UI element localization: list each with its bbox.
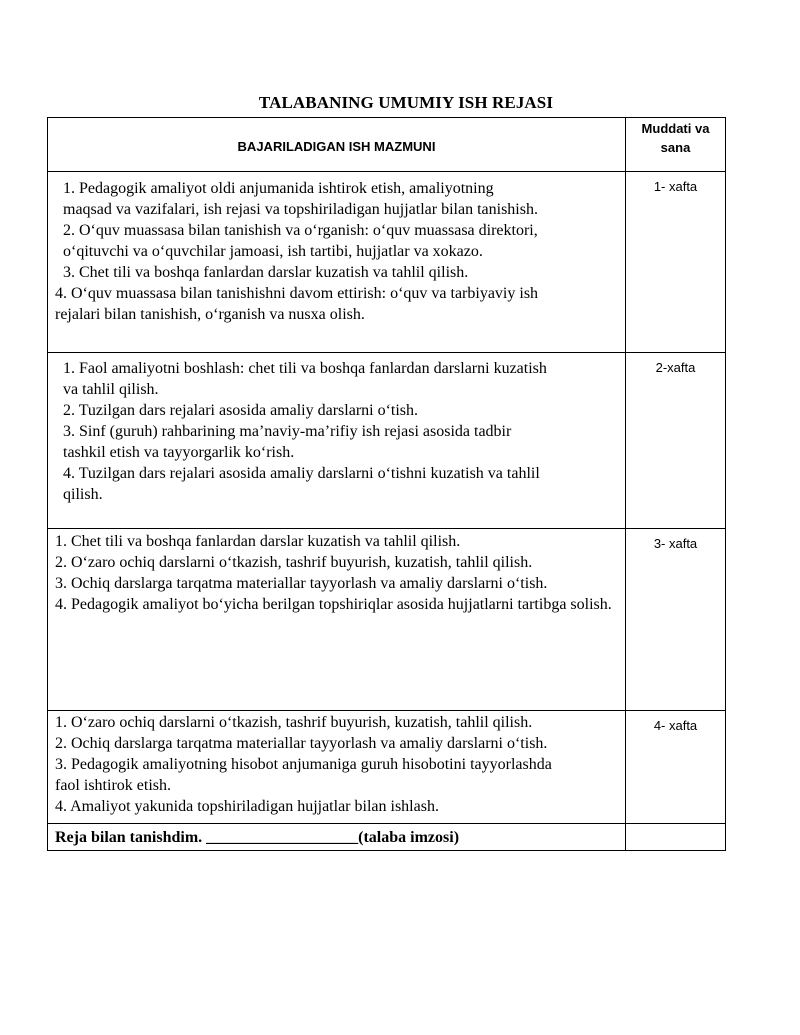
task-line: va tahlil qilish. [63, 381, 159, 398]
task-line: 4. Amaliyot yakunida topshiriladigan hujjatlar bilan ishlash. [55, 798, 439, 815]
task-line: 1. Chet tili va boshqa fanlardan darslar kuzatish va tahlil qilish. [55, 533, 461, 550]
signature-line: Reja bilan tanishdim. ___________________(talaba imzosi) [48, 824, 626, 851]
week-cell: 3- xafta [626, 529, 726, 711]
signature-empty-cell [626, 824, 726, 851]
task-line: maqsad va vazifalari, ish rejasi va topshiriladigan hujjatlar bilan tanishish. [63, 201, 538, 218]
header-content-cell [48, 118, 626, 172]
task-line: 2. O‘zaro ochiq darslarni o‘tkazish, tashrif buyurish, kuzatish, tahlil qilish. [55, 554, 533, 571]
task-line: 4. O‘quv muassasa bilan tanishishni davom ettirish: o‘quv va tarbiyaviy ish [55, 285, 539, 302]
task-line: tashkil etish va tayyorgarlik ko‘rish. [63, 444, 295, 461]
header-deadline-label-line1: Muddati va [641, 121, 710, 136]
task-line: 3. Pedagogik amaliyotning hisobot anjumaniga guruh hisobotini tayyorlashda [55, 756, 552, 773]
task-line: 2. Ochiq darslarga tarqatma materiallar tayyorlash va amaliy darslarni o‘tish. [55, 735, 548, 752]
task-line: o‘qituvchi va o‘quvchilar jamoasi, ish tartibi, hujjatlar va xokazo. [63, 243, 483, 260]
week-cell: 2-xafta [626, 353, 726, 529]
table-row [48, 529, 726, 711]
task-line: 1. O‘zaro ochiq darslarni o‘tkazish, tashrif buyurish, kuzatish, tahlil qilish. [55, 714, 533, 731]
task-line: 1. Faol amaliyotni boshlash: chet tili va boshqa fanlardan darslarni kuzatish [63, 360, 547, 377]
task-cell [48, 711, 626, 824]
task-line: 3. Ochiq darslarga tarqatma materiallar tayyorlash va amaliy darslarni o‘tish. [55, 575, 548, 592]
header-deadline-label-line2: sana [660, 140, 691, 155]
task-cell [48, 172, 626, 353]
table-row [48, 172, 726, 353]
task-line: 3. Chet tili va boshqa fanlardan darslar kuzatish va tahlil qilish. [63, 264, 469, 281]
task-line: 3. Sinf (guruh) rahbarining ma’naviy-ma’rifiy ish rejasi asosida tadbir [63, 423, 512, 440]
task-line: 4. Tuzilgan dars rejalari asosida amaliy darslarni o‘tishni kuzatish va tahlil [63, 465, 540, 482]
task-line: 2. O‘quv muassasa bilan tanishish va o‘rganish: o‘quv muassasa direktori, [63, 222, 538, 239]
page-title: TALABANING UMUMIY ISH REJASI [258, 93, 554, 112]
signature-row [48, 824, 726, 851]
work-plan-table [47, 117, 726, 851]
table-header-row [48, 118, 726, 172]
table-row [48, 353, 726, 529]
table-row [48, 711, 726, 824]
header-deadline-cell [626, 118, 726, 172]
task-line: 4. Pedagogik amaliyot bo‘yicha berilgan topshiriqlar asosida hujjatlarni tartibga solish. [55, 596, 612, 613]
task-line: qilish. [63, 486, 103, 503]
task-cell [48, 529, 626, 711]
week-cell: 1- xafta [626, 172, 726, 353]
task-line: faol ishtirok etish. [55, 777, 171, 794]
task-line: 1. Pedagogik amaliyot oldi anjumanida ishtirok etish, amaliyotning [63, 180, 494, 197]
task-line: rejalari bilan tanishish, o‘rganish va nusxa olish. [55, 306, 365, 323]
header-content-label: BAJARILADIGAN ISH MAZMUNI [237, 139, 436, 154]
task-line: 2. Tuzilgan dars rejalari asosida amaliy darslarni o‘tish. [63, 402, 419, 419]
week-cell: 4- xafta [626, 711, 726, 824]
task-cell [48, 353, 626, 529]
